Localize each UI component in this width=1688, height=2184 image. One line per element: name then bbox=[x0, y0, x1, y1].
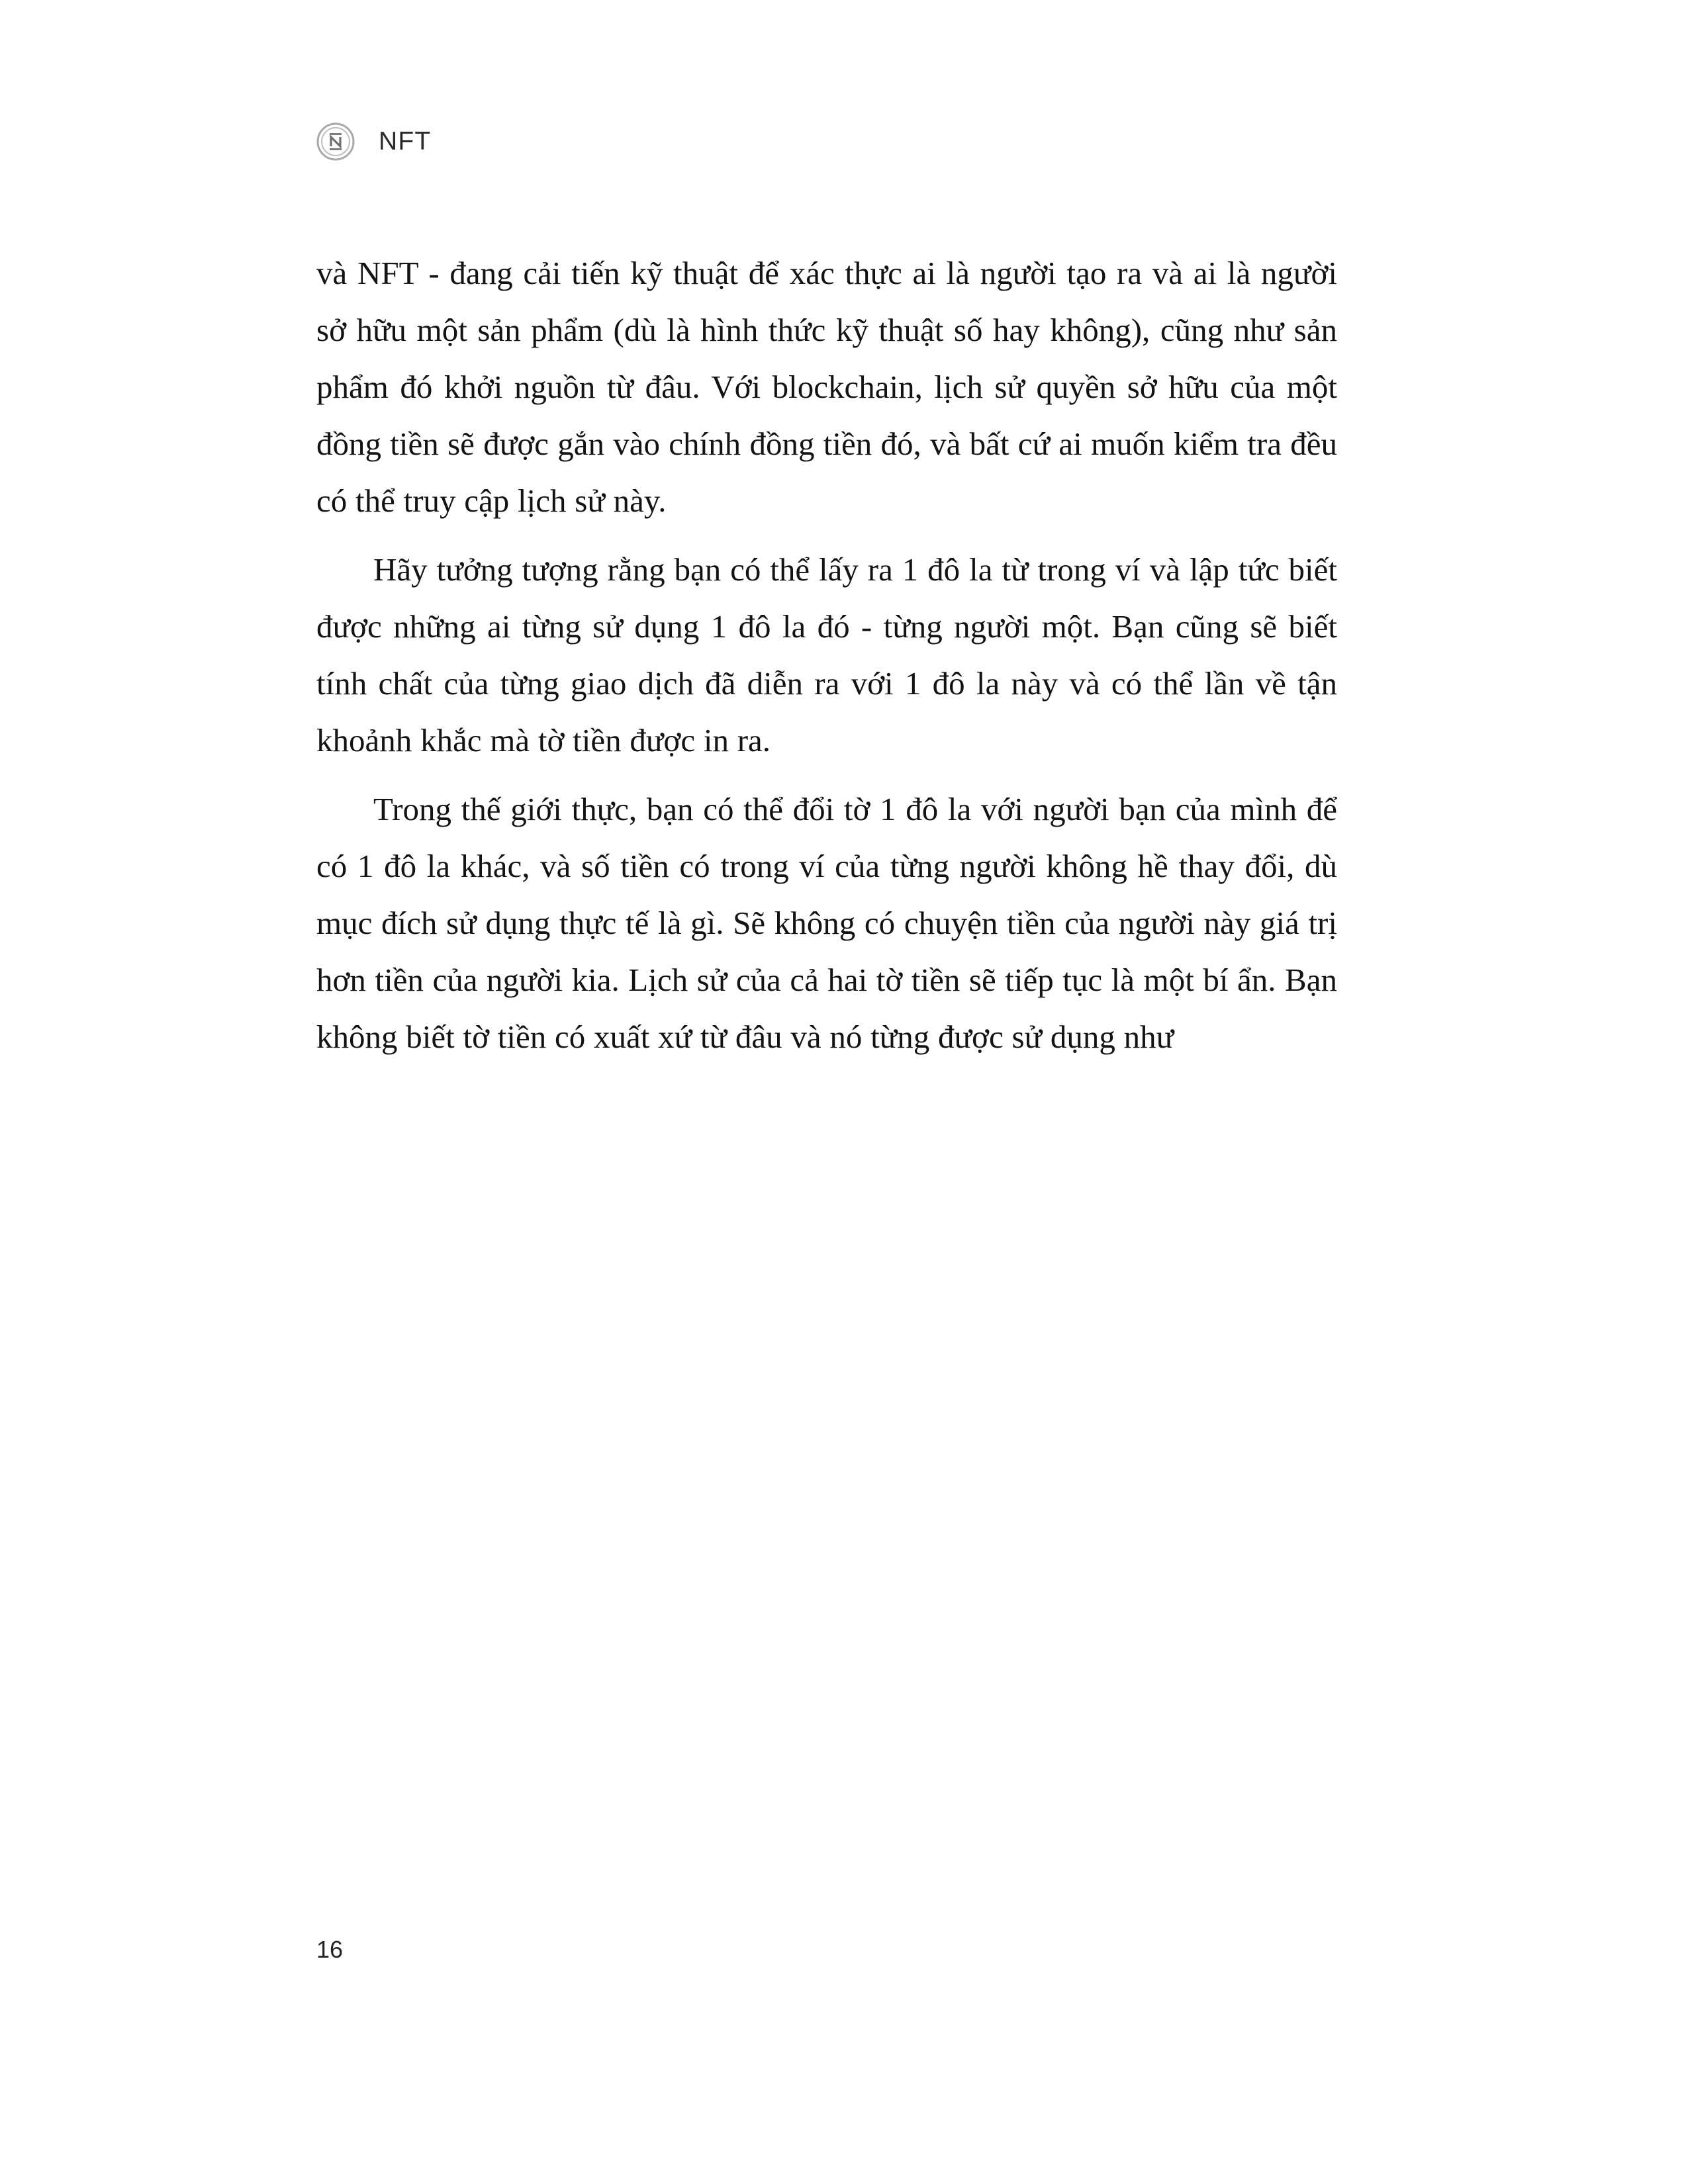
body-text-column bbox=[316, 245, 1337, 1066]
paragraph: và NFT - đang cải tiến kỹ thuật để xác thực ai là người tạo ra và ai là người sở hữu một sản phẩm (dù là hình thức kỹ thuật số hay không), cũng như sản phẩm đó khởi nguồn từ đâu. Với blockchain, lịch sử quyền sở hữu của một đồng tiền sẽ được gắn vào chính đồng tiền đó, và bất cứ ai muốn kiểm tra đều có thể truy cập lịch sử này. bbox=[316, 255, 1337, 519]
paragraph: Trong thế giới thực, bạn có thể đổi tờ 1 đô la với người bạn của mình để có 1 đô la khác, và số tiền có trong ví của từng người không hề thay đổi, dù mục đích sử dụng thực tế là gì. Sẽ không có chuyện tiền của người này giá trị hơn tiền của người kia. Lịch sử của cả hai tờ tiền sẽ tiếp tục là một bí ẩn. Bạn không biết tờ tiền có xuất xứ từ đâu và nó từng được sử dụng như bbox=[316, 791, 1337, 1055]
nft-coin-logo-icon bbox=[316, 122, 355, 161]
paragraph: Hãy tưởng tượng rằng bạn có thể lấy ra 1 đô la từ trong ví và lập tức biết được những ai từng sử dụng 1 đô la đó - từng người một. Bạn cũng sẽ biết tính chất của từng giao dịch đã diễn ra với 1 đô la này và có thể lần về tận khoảnh khắc mà tờ tiền được in ra. bbox=[316, 551, 1337, 758]
running-head bbox=[316, 122, 431, 161]
page-number: 16 bbox=[316, 1936, 344, 1963]
running-head-label: NFT bbox=[379, 127, 432, 156]
